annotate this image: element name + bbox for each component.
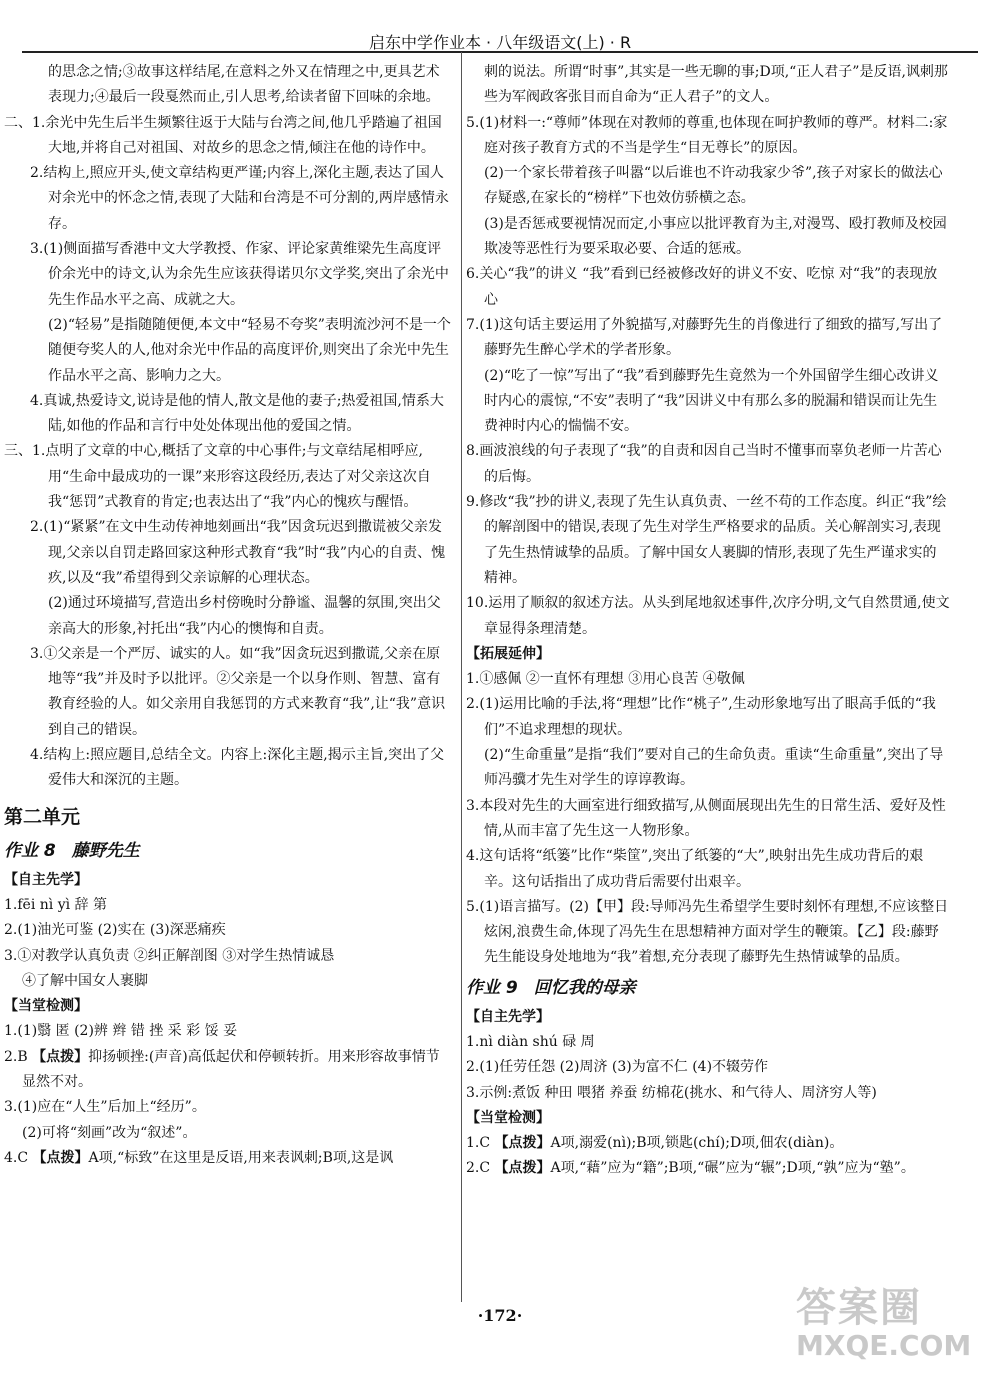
task-name: 回忆我的母亲 <box>533 977 636 998</box>
answer-line: 1.fēi nì yì 辞 第 <box>4 896 107 913</box>
answer-paragraph: (2)通过环境描写,营造出乡村傍晚时分静谧、温馨的氛围,突出父亲高大的形象,衬托出“我”内心的懊悔和自责。 <box>48 595 441 637</box>
answer-line <box>4 1045 452 1096</box>
answer-paragraph: 刺的说法。所谓“时事”,其实是一些无聊的事;D项,“正人君子”是反语,讽刺那些为军阀政客张目而自命为“正人君子”的文人。 <box>484 64 948 106</box>
hint-text: A项,“标致”在这里是反语,用来表讽刺;B项,这是讽 <box>88 1149 394 1166</box>
answer-paragraph: 三、1.点明了文章的中心,概括了文章的中心事件;与文章结尾相呼应,用“生命中最成功的一课”来形容这段经历,表达了对父亲这次自我“惩罚”式教育的肯定;也表达出了“我”内心的愧疚与醒悟。 <box>4 443 431 511</box>
answer-paragraph: 5.(1)材料一:“尊师”体现在对教师的尊重,也体现在呵护教师的尊严。材料二:家庭对孩子教育方式的不当是学生“目无尊长”的原因。 <box>466 114 948 156</box>
answer-paragraph: 4.结构上:照应题目,总结全文。内容上:深化主题,揭示主旨,突出了父爱伟大和深沉的主题。 <box>30 747 445 789</box>
answer-paragraph: 2.(1)运用比喻的手法,将“理想”比作“桃子”,生动形象地写出了眼高手低的“我们”不追求理想的现状。 <box>466 696 936 738</box>
section-heading: 【当堂检测】 <box>4 998 88 1015</box>
answer-paragraph: (2)“生命重量”是指“我们”要对自己的生命负责。重读“生命重量”,突出了导师冯骥才先生对学生的谆谆教诲。 <box>484 747 944 789</box>
section-heading: 【自主先学】 <box>466 1008 550 1025</box>
answer-paragraph: 2.(1)“紧紧”在文中生动传神地刻画出“我”因贪玩迟到撒谎被父亲发现,父亲以自罚走路回家这种形式教育“我”时“我”内心的自责、愧疚,以及“我”希望得到父亲谅解的心理状态。 <box>30 519 446 586</box>
answer-line: 2.(1)油光可鉴 (2)实在 (3)深恶痛疾 <box>4 922 226 939</box>
column-divider <box>461 52 462 1302</box>
answer-paragraph: 二、1.余光中先生后半生频繁往返于大陆与台湾之间,他几乎踏遍了祖国大地,并将自己对祖国、对故乡的思念之情,倾注在他的诗作中。 <box>4 114 442 156</box>
header-title: 启东中学作业本 · 八年级语文(上) · R <box>368 33 632 52</box>
answer-line <box>4 1146 452 1171</box>
answer-paragraph: 2.结构上,照应开头,使文章结构更严谨;内容上,深化主题,表达了国人对余光中的怀念之情,表现了大陆和台湾是不可分割的,两岸感情永存。 <box>30 165 449 232</box>
page-number: ·172· <box>477 1306 523 1325</box>
answer-line: 1.(1)翳 匿 (2)辨 辫 错 挫 采 彩 馁 妥 <box>4 1023 238 1040</box>
answer-line: 2.(1)任劳任怨 (2)周济 (3)为富不仁 (4)不辍劳作 <box>466 1059 769 1076</box>
answer-choice: 4.C <box>4 1149 33 1166</box>
answer-line: (2)可将“刻画”改为“叙述”。 <box>22 1124 197 1141</box>
answer-line: 1.nì diàn shú 碌 周 <box>466 1033 595 1050</box>
right-column <box>466 60 950 1182</box>
hint-text: A项,“藉”应为“籍”;B项,“碾”应为“辗”;D项,“孰”应为“塾”。 <box>550 1160 915 1177</box>
unit-title: 第二单元 <box>4 805 81 828</box>
answer-line: 3.示例:煮饭 种田 喂猪 养蚕 纺棉花(挑水、和气待人、周济穷人等) <box>466 1084 877 1101</box>
task-title <box>4 834 452 868</box>
section-heading: 【自主先学】 <box>4 871 88 888</box>
hint-tag: 【点拨】 <box>494 1135 551 1152</box>
answer-paragraph: 5.(1)语言描写。(2)【甲】段:导师冯先生希望学生要时刻怀有理想,不应该整日炫闲,浪费生命,体现了冯先生在思想精神方面对学生的鞭策。【乙】段:藤野先生能设身处地地为“我”着想,充分表现了藤野先生热情诚挚的品质。 <box>466 898 949 966</box>
answer-paragraph: (2)一个家长带着孩子叫嚣“以后谁也不许动我家少爷”,孩子对家长的做法心存疑惑,在家长的“榜样”下也效仿骄横之态。 <box>484 165 943 207</box>
answer-paragraph: 3.①父亲是一个严厉、诚实的人。如“我”因贪玩迟到撒谎,父亲在原地等“我”并及时予以批评。②父亲是一个以身作则、智慧、富有教育经验的人。如父亲用自我惩罚的方式来教育“我”,让“我”意识到自己的错误。 <box>30 645 446 738</box>
answer-paragraph: 3.(1)侧面描写香港中文大学教授、作家、评论家黄维梁先生高度评价余光中的诗文,认为余先生应该获得诺贝尔文学奖,突出了余光中先生作品水平之高、成就之大。 <box>30 241 449 308</box>
answer-paragraph: 4.真诚,热爱诗文,说诗是他的情人,散文是他的妻子;热爱祖国,情系大陆,如他的作品和言行中处处体现出他的爱国之情。 <box>30 392 444 435</box>
answer-paragraph: (2)“轻易”是指随随便便,本文中“轻易不夸奖”表明流沙河不是一个随便夸奖人的人,他对余光中作品的高度评价,则突出了余光中先生作品水平之高、影响力之大。 <box>48 316 451 384</box>
watermark-top-text: 答案圈 <box>796 1285 922 1331</box>
hint-tag: 【点拨】 <box>32 1149 89 1166</box>
page-header <box>0 0 1000 52</box>
hint-tag: 【点拨】 <box>32 1048 89 1065</box>
hint-text: A项,溺爱(nì);B项,锁匙(chí);D项,佃农(diàn)。 <box>550 1135 844 1152</box>
answer-paragraph: 10.运用了顺叙的叙述方法。从头到尾地叙述事件,次序分明,文气自然贯通,使文章显得条理清楚。 <box>466 595 950 637</box>
task-number: 作业 8 <box>4 840 56 861</box>
answer-paragraph: 7.(1)这句话主要运用了外貌描写,对藤野先生的肖像进行了细致的描写,写出了藤野先生醉心学术的学者形象。 <box>466 316 943 359</box>
answer-line: 3.(1)应在“人生”后加上“经历”。 <box>4 1099 206 1116</box>
answer-paragraph: 4.这句话将“纸篓”比作“柴筐”,突出了纸篓的“大”,映射出先生成功背后的艰辛。这句话指出了成功背后需要付出艰辛。 <box>466 848 924 890</box>
section-heading: 【当堂检测】 <box>466 1109 550 1126</box>
hint-tag: 【点拨】 <box>494 1160 551 1177</box>
answer-paragraph: 6.关心“我”的讲义 “我”看到已经被修改好的讲义不安、吃惊 对“我”的表现放心 <box>466 266 938 308</box>
task-number: 作业 9 <box>466 977 518 998</box>
answer-line: ④了解中国女人裹脚 <box>22 972 148 989</box>
task-title <box>466 971 950 1005</box>
watermark-logo <box>796 1286 986 1366</box>
section-heading: 【拓展延伸】 <box>466 645 550 662</box>
answer-choice: 1.C <box>466 1135 495 1152</box>
answer-paragraph: 9.修改“我”抄的讲义,表现了先生认真负责、一丝不苟的工作态度。纠正“我”绘的解剖图中的错误,表现了先生对学生严格要求的品质。关心解剖实习,表现了先生热情诚挚的品质。了解中国女人裹脚的情形,表现了先生严谨求实的精神。 <box>466 494 947 586</box>
header-rule <box>22 51 978 53</box>
answer-line: 1.①感佩 ②一直怀有理想 ③用心良苦 ④敬佩 <box>466 671 745 688</box>
answer-paragraph: (3)是否惩戒要视情况而定,小事应以批评教育为主,对漫骂、殴打教师及校园欺凌等恶性行为要采取必要、合适的惩戒。 <box>484 215 947 258</box>
answer-choice: 2.B <box>4 1048 33 1065</box>
answer-line <box>466 1131 950 1156</box>
answer-line <box>466 1156 950 1181</box>
answer-paragraph: (2)“吃了一惊”写出了“我”看到藤野先生竟然为一个外国留学生细心改讲义时内心的震惊,“不安”表明了“我”因讲义中有那么多的脱漏和错误而让先生费神时内心的惴惴不安。 <box>484 367 939 435</box>
answer-paragraph: 8.画波浪线的句子表现了“我”的自责和因自己当时不懂事而辜负老师一片苦心的后悔。 <box>466 443 942 485</box>
watermark-bottom-text: MXQE.COM <box>796 1329 972 1362</box>
hint-text: 抑扬顿挫:(声音)高低起伏和停顿转折。用来形容故事情节显然不对。 <box>22 1048 440 1090</box>
task-name: 藤野先生 <box>71 840 140 861</box>
answer-paragraph: 3.本段对先生的大画室进行细致描写,从侧面展现出先生的日常生活、爱好及性情,从而丰富了先生这一人物形象。 <box>466 797 946 839</box>
left-column <box>4 60 452 1171</box>
answer-paragraph: 的思念之情;③故事这样结尾,在意料之外又在情理之中,更具艺术表现力;④最后一段戛然而止,引人思考,给读者留下回味的余地。 <box>48 64 440 106</box>
answer-line: 3.①对教学认真负责 ②纠正解剖图 ③对学生热情诚恳 <box>4 947 335 964</box>
answer-choice: 2.C <box>466 1160 495 1177</box>
